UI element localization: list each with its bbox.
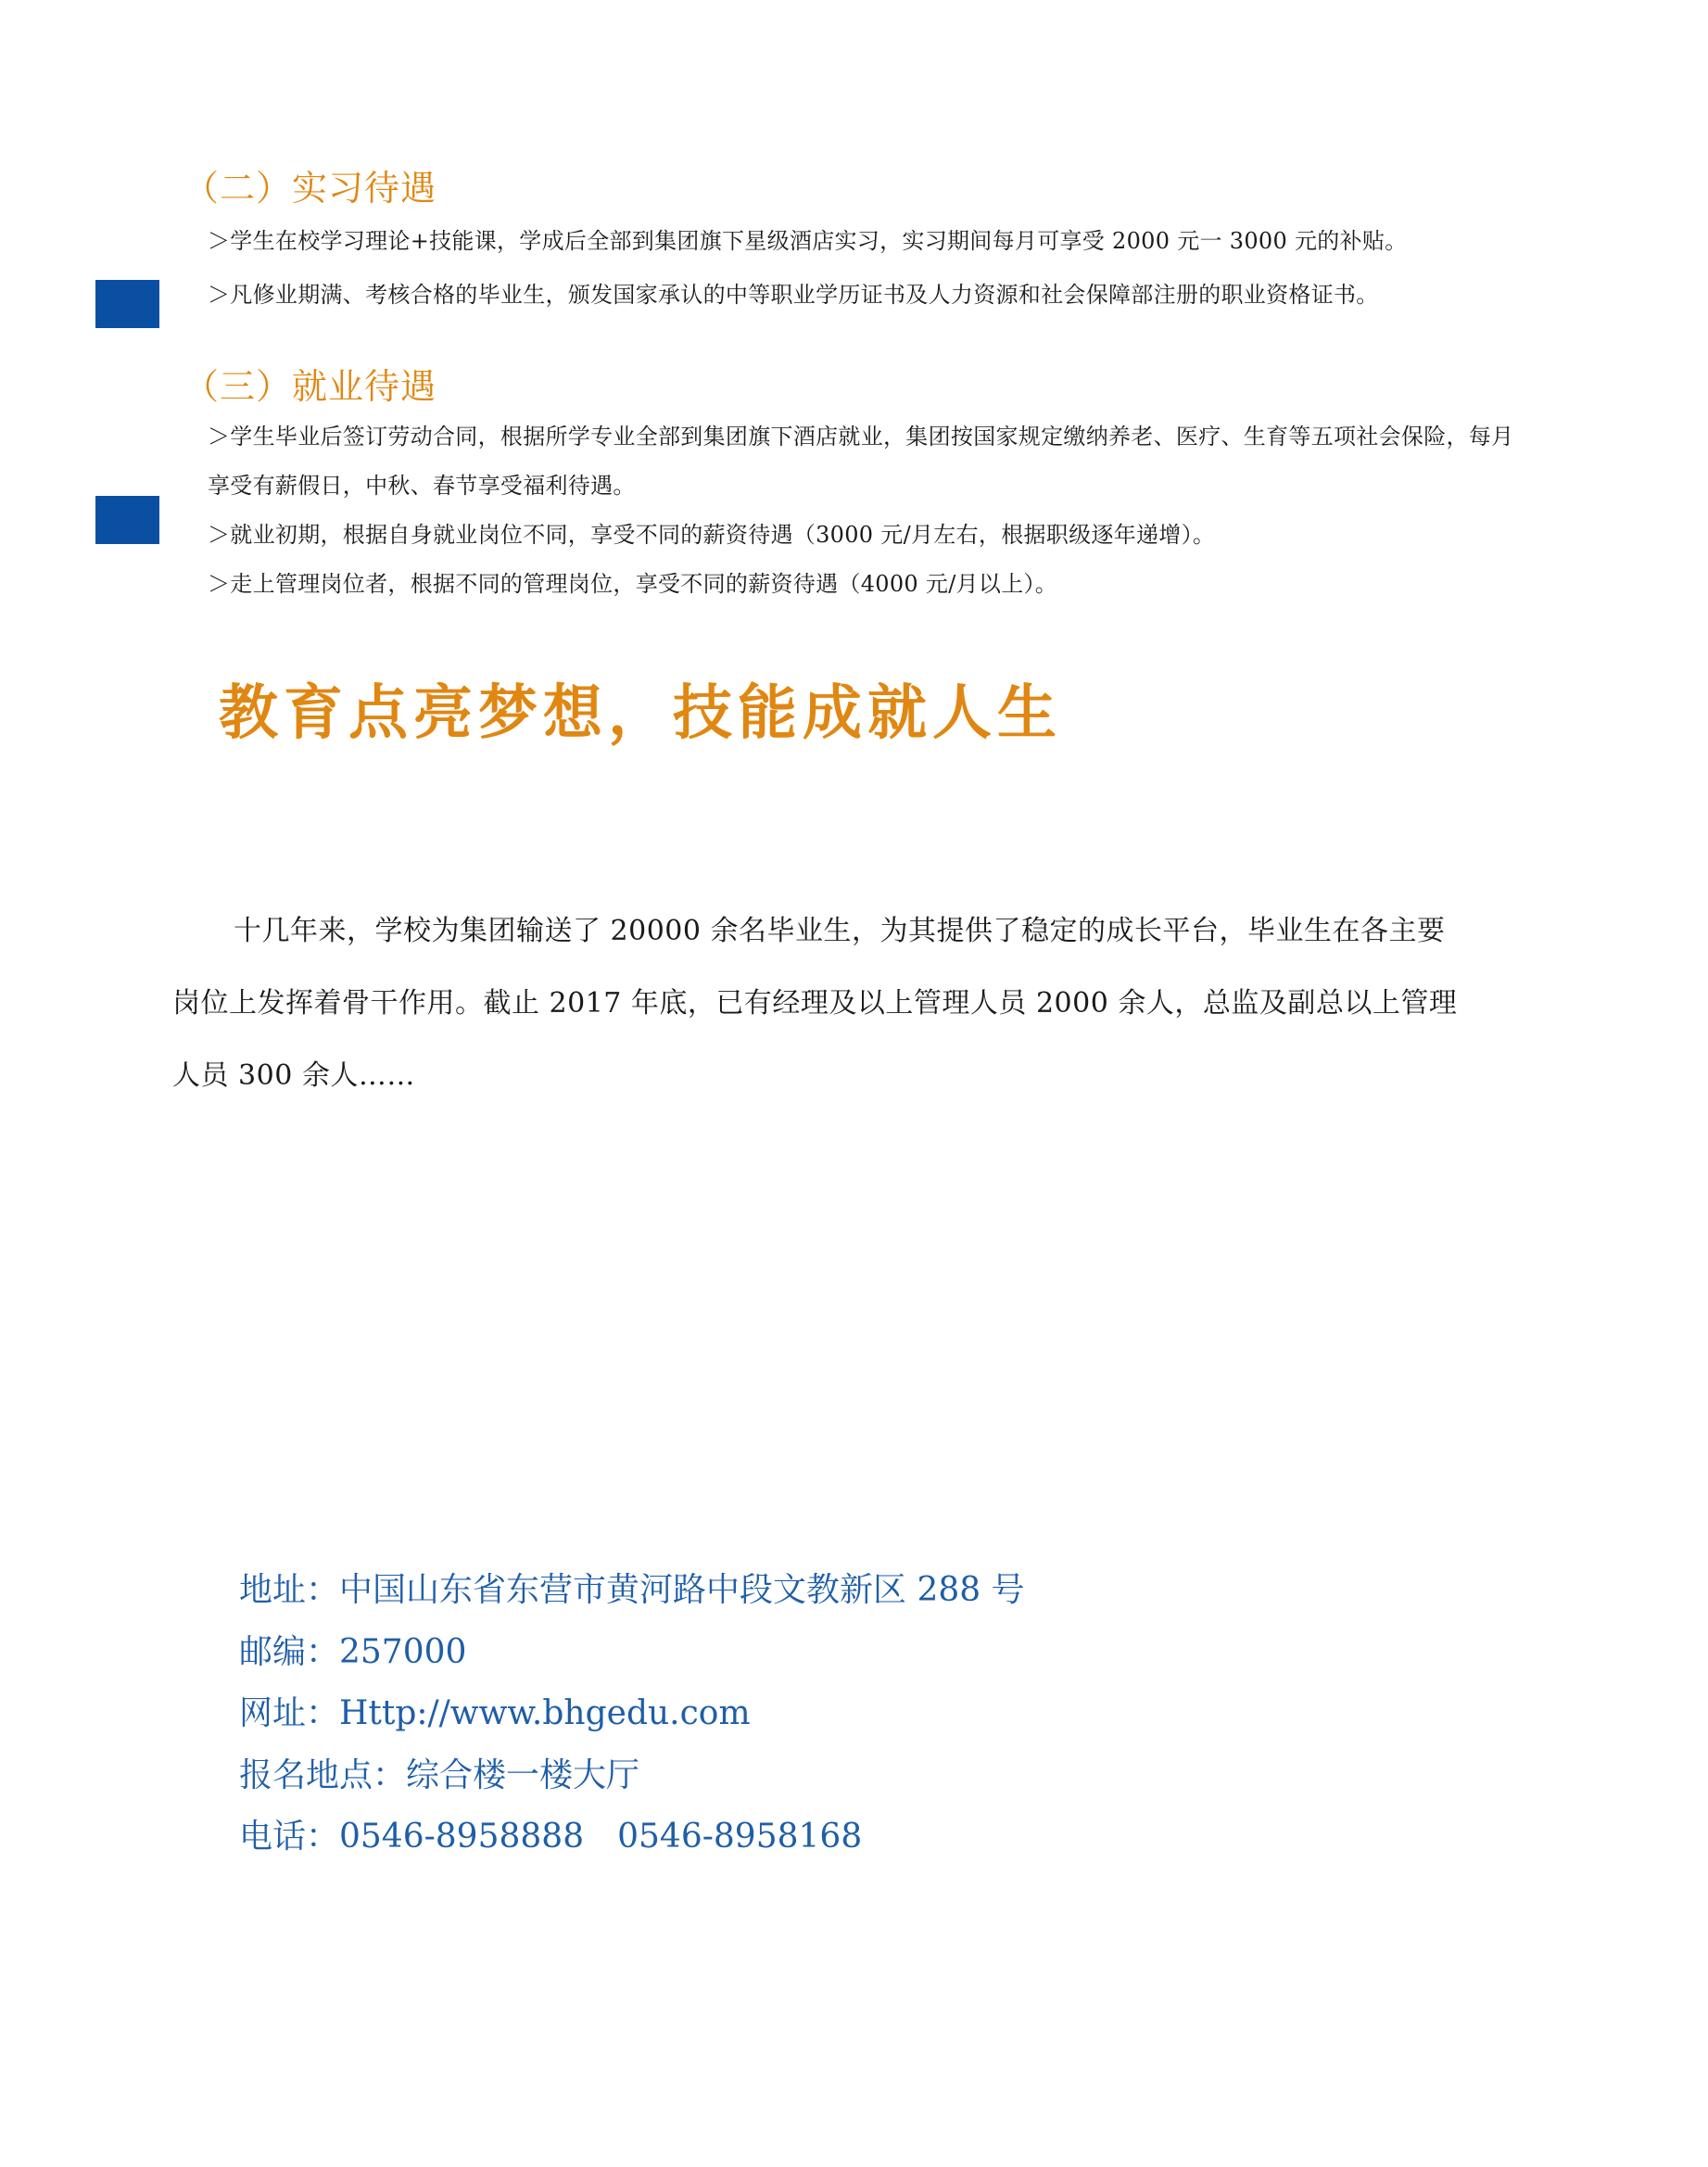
section-marker-blue — [95, 280, 159, 328]
contact-address: 地址：中国山东省东营市黄河路中段文教新区 288 号 — [239, 1571, 1025, 1609]
internship-heading: （二）实习待遇 — [183, 168, 437, 209]
section-marker-blue — [95, 496, 159, 544]
employment-item-1: ＞学生毕业后签订劳动合同，根据所学专业全部到集团旗下酒店就业，集团按国家规定缴纳养老、医疗、生育等五项社会保险，每月享受有薪假日，中秋、春节享受福利待遇。 — [208, 424, 1514, 499]
internship-item-1: ＞学生在校学习理论+技能课，学成后全部到集团旗下星级酒店实习，实习期间每月可享受 2000 元一 3000 元的补贴。 — [208, 228, 1408, 254]
slogan-heading: 教育点亮梦想，技能成就人生 — [219, 679, 1062, 748]
employment-item-2: ＞就业初期，根据自身就业岗位不同，享受不同的薪资待遇（3000 元/月左右，根据职级逐年递增）。 — [208, 522, 1216, 548]
intro-paragraph: 十几年来，学校为集团输送了 20000 余名毕业生，为其提供了稳定的成长平台，毕业生在各主要岗位上发挥着骨干作用。截止 2017 年底，已有经理及以上管理人员 2000 余人，总监及副总以上管理人员 300 余人…… — [172, 915, 1458, 1092]
contact-postcode: 邮编：257000 — [239, 1632, 467, 1671]
contact-block — [239, 1560, 1025, 1869]
contact-registration-location: 报名地点：综合楼一楼大厅 — [239, 1755, 640, 1794]
internship-item-2: ＞凡修业期满、考核合格的毕业生，颁发国家承认的中等职业学历证书及人力资源和社会保障部注册的职业资格证书。 — [208, 282, 1379, 308]
employment-heading: （三）就业待遇 — [183, 366, 437, 407]
contact-phone: 电话：0546-8958888 0546-8958168 — [239, 1818, 863, 1856]
employment-item-3: ＞走上管理岗位者，根据不同的管理岗位，享受不同的薪资待遇（4000 元/月以上）。 — [208, 571, 1058, 597]
contact-website: 网址：Http://www.bhgedu.com — [239, 1694, 751, 1732]
